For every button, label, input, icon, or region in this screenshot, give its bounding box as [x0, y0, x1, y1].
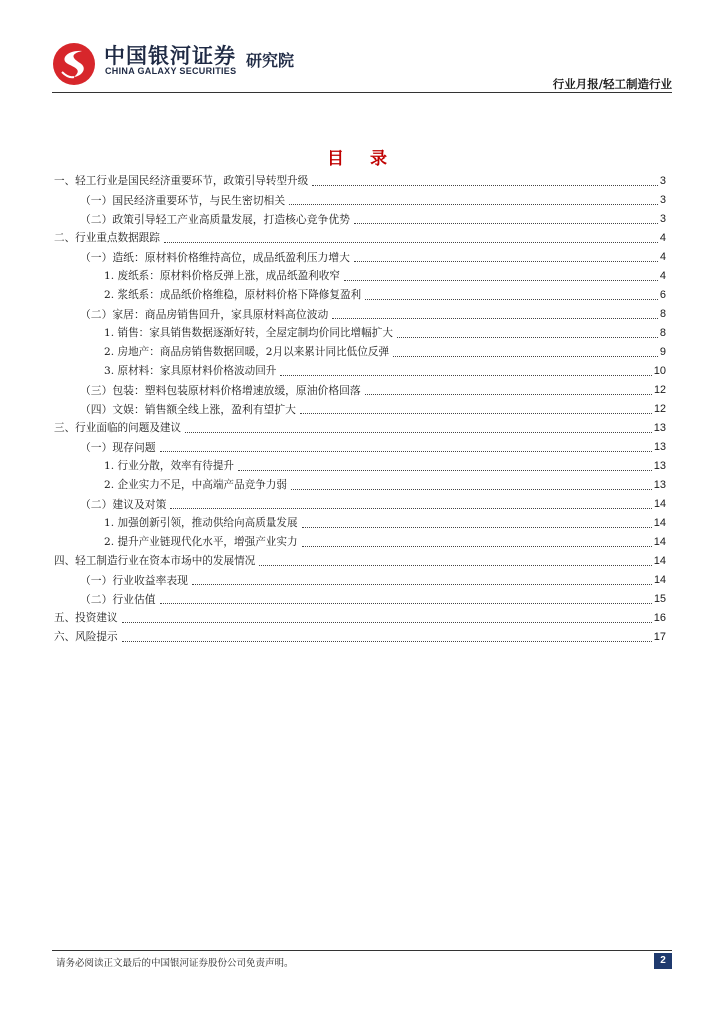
page-number-badge: 2	[654, 953, 672, 969]
toc-leader-dots	[397, 337, 658, 338]
toc-leader-dots	[160, 603, 652, 604]
toc-entry-label: （一）造纸：原材料价格维持高位，成品纸盈利压力增大	[80, 248, 352, 267]
toc-leader-dots	[122, 641, 652, 642]
toc-entry-label: 2. 企业实力不足，中高端产品竞争力弱	[104, 476, 289, 495]
toc-entry-label: 1. 废纸系：原材料价格反弹上涨，成品纸盈利收窄	[104, 267, 342, 286]
toc-leader-dots	[393, 356, 658, 357]
toc-entry-label: （一）现存问题	[80, 438, 158, 457]
toc-leader-dots	[354, 261, 658, 262]
toc-entry-page: 8	[659, 327, 666, 339]
toc-entry[interactable]	[54, 438, 666, 457]
toc-entry[interactable]	[54, 514, 666, 533]
toc-leader-dots	[332, 318, 658, 319]
institute-label: 研究院	[246, 51, 295, 70]
toc-entry[interactable]	[54, 457, 666, 476]
toc-entry-label: （二）政策引导轻工产业高质量发展，打造核心竞争优势	[80, 210, 352, 229]
toc-leader-dots	[238, 470, 652, 471]
toc-leader-dots	[354, 223, 658, 224]
toc-entry[interactable]	[54, 571, 666, 590]
toc-entry[interactable]	[54, 324, 666, 343]
toc-entry-page: 4	[659, 232, 666, 244]
toc-entry-label: 1. 加强创新引领，推动供给向高质量发展	[104, 514, 300, 533]
toc-entry-label: 2. 房地产：商品房销售数据回暖，2月以来累计同比低位反弹	[104, 343, 391, 362]
toc-entry[interactable]	[54, 533, 666, 552]
toc-entry-page: 14	[653, 498, 666, 510]
toc-entry-page: 3	[659, 194, 666, 206]
toc-leader-dots	[192, 584, 652, 585]
toc-entry-label: （一）行业收益率表现	[80, 571, 190, 590]
toc-entry[interactable]	[54, 286, 666, 305]
toc-entry-page: 8	[659, 308, 666, 320]
toc-entry-page: 13	[653, 422, 666, 434]
header-divider	[52, 92, 672, 93]
toc-entry-label: 一、轻工行业是国民经济重要环节，政策引导转型升级	[54, 172, 310, 191]
brand-name-en: CHINA GALAXY SECURITIES	[105, 66, 237, 76]
brand-name-cn: 中国银河证券	[104, 44, 236, 68]
toc-entry-page: 6	[659, 289, 666, 301]
toc-entry[interactable]	[54, 495, 666, 514]
toc-entry-page: 13	[653, 441, 666, 453]
toc-entry-page: 3	[659, 175, 666, 187]
galaxy-logo-icon	[52, 42, 96, 86]
toc-leader-dots	[259, 565, 651, 566]
toc-title: 目 录	[327, 149, 397, 169]
toc-entry-label: （一）国民经济重要环节，与民生密切相关	[80, 191, 287, 210]
toc-entry-page: 13	[653, 479, 666, 491]
toc-entry-label: 三、行业面临的问题及建议	[54, 419, 183, 438]
toc-leader-dots	[344, 280, 658, 281]
toc-entry-label: （三）包装：塑料包装原材料价格增速放缓，原油价格回落	[80, 381, 363, 400]
toc-entry-page: 12	[653, 403, 666, 415]
toc-entry-label: 2. 提升产业链现代化水平，增强产业实力	[104, 533, 300, 552]
toc-entry-page: 17	[653, 631, 666, 643]
toc-leader-dots	[365, 299, 658, 300]
toc-entry-page: 12	[653, 384, 666, 396]
toc-entry-page: 3	[659, 213, 666, 225]
toc-entry[interactable]	[54, 210, 666, 229]
page-header	[0, 0, 724, 95]
toc-entry-label: （二）家居：商品房销售回升，家具原材料高位波动	[80, 305, 330, 324]
table-of-contents	[54, 172, 666, 647]
toc-entry-page: 9	[659, 346, 666, 358]
toc-entry[interactable]	[54, 305, 666, 324]
toc-entry[interactable]	[54, 590, 666, 609]
toc-entry[interactable]	[54, 552, 666, 571]
toc-entry[interactable]	[54, 343, 666, 362]
toc-entry-page: 4	[659, 270, 666, 282]
toc-leader-dots	[365, 394, 652, 395]
report-type: 行业月报/轻工制造行业	[552, 77, 672, 91]
toc-entry-page: 16	[653, 612, 666, 624]
toc-entry-label: 四、轻工制造行业在资本市场中的发展情况	[54, 552, 257, 571]
toc-leader-dots	[122, 622, 652, 623]
toc-entry[interactable]	[54, 381, 666, 400]
toc-entry-page: 10	[653, 365, 666, 377]
toc-entry[interactable]	[54, 419, 666, 438]
toc-entry-page: 14	[653, 555, 666, 567]
toc-entry[interactable]	[54, 191, 666, 210]
toc-entry[interactable]	[54, 609, 666, 628]
footer-divider	[52, 950, 672, 951]
toc-entry-label: 1. 行业分散，效率有待提升	[104, 457, 236, 476]
toc-entry[interactable]	[54, 267, 666, 286]
toc-entry[interactable]	[54, 628, 666, 647]
toc-entry[interactable]	[54, 248, 666, 267]
toc-entry[interactable]	[54, 476, 666, 495]
toc-entry[interactable]	[54, 229, 666, 248]
toc-entry-label: 3. 原材料：家具原材料价格波动回升	[104, 362, 278, 381]
toc-entry-page: 14	[653, 574, 666, 586]
toc-entry-label: 2. 浆纸系：成品纸价格维稳，原材料价格下降修复盈利	[104, 286, 363, 305]
toc-entry-label: 二、行业重点数据跟踪	[54, 229, 162, 248]
toc-entry-label: 1. 销售：家具销售数据逐渐好转，全屋定制均价同比增幅扩大	[104, 324, 395, 343]
toc-leader-dots	[302, 527, 652, 528]
toc-entry-page: 14	[653, 517, 666, 529]
toc-leader-dots	[160, 451, 652, 452]
toc-entry-label: 六、风险提示	[54, 628, 120, 647]
toc-entry[interactable]	[54, 362, 666, 381]
toc-entry-label: （四）文娱：销售额全线上涨，盈利有望扩大	[80, 400, 298, 419]
toc-leader-dots	[170, 508, 652, 509]
toc-leader-dots	[280, 375, 651, 376]
toc-leader-dots	[289, 204, 658, 205]
toc-leader-dots	[302, 546, 652, 547]
toc-entry-page: 15	[653, 593, 666, 605]
toc-entry-page: 13	[653, 460, 666, 472]
toc-entry[interactable]	[54, 172, 666, 191]
toc-entry-page: 4	[659, 251, 666, 263]
toc-entry-label: （二）行业估值	[80, 590, 158, 609]
toc-leader-dots	[312, 185, 658, 186]
toc-leader-dots	[291, 489, 652, 490]
toc-leader-dots	[185, 432, 652, 433]
toc-entry-label: 五、投资建议	[54, 609, 120, 628]
toc-entry-page: 14	[653, 536, 666, 548]
toc-entry-label: （二）建议及对策	[80, 495, 168, 514]
toc-leader-dots	[300, 413, 652, 414]
footer-disclaimer: 请务必阅读正文最后的中国银河证券股份公司免责声明。	[56, 958, 294, 969]
toc-entry[interactable]	[54, 400, 666, 419]
toc-leader-dots	[164, 242, 658, 243]
